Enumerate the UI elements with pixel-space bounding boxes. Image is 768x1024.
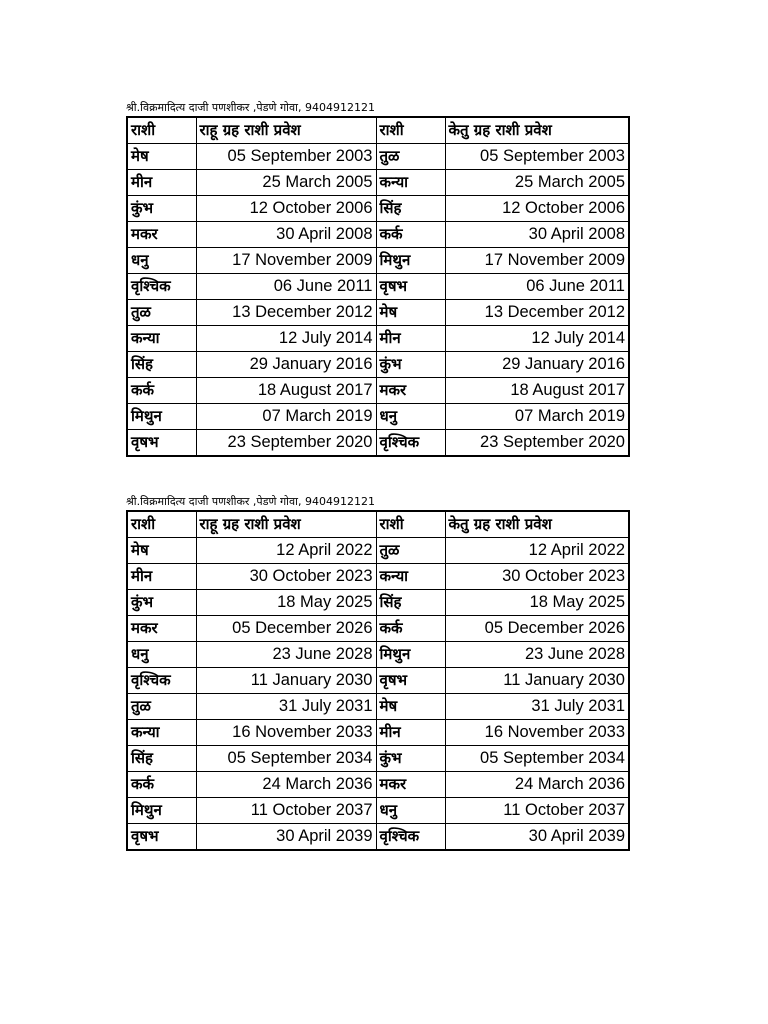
- ketu-date-cell: 30 April 2039: [445, 824, 629, 851]
- rahu-rashi-cell: कन्या: [127, 720, 196, 746]
- ketu-rashi-cell: धनु: [376, 798, 445, 824]
- rahu-rashi-cell: वृषभ: [127, 824, 196, 851]
- table-header-row: [127, 117, 629, 144]
- rahu-date-cell: 23 June 2028: [196, 642, 376, 668]
- ketu-rashi-cell: कर्क: [376, 222, 445, 248]
- ketu-rashi-cell: कन्या: [376, 170, 445, 196]
- table-row: [127, 378, 629, 404]
- rahu-ketu-table: [126, 510, 630, 851]
- table-row: [127, 300, 629, 326]
- rahu-date-cell: 18 August 2017: [196, 378, 376, 404]
- ketu-rashi-cell: कन्या: [376, 564, 445, 590]
- ketu-date-cell: 05 December 2026: [445, 616, 629, 642]
- ketu-date-cell: 25 March 2005: [445, 170, 629, 196]
- table-header-row: [127, 511, 629, 538]
- table-row: [127, 352, 629, 378]
- rahu-rashi-cell: धनु: [127, 642, 196, 668]
- rahu-date-cell: 13 December 2012: [196, 300, 376, 326]
- rahu-date-cell: 07 March 2019: [196, 404, 376, 430]
- table-row: [127, 538, 629, 564]
- ketu-rashi-cell: मेष: [376, 300, 445, 326]
- ketu-date-cell: 18 May 2025: [445, 590, 629, 616]
- table-block-2: [126, 494, 628, 851]
- table-row: [127, 590, 629, 616]
- rahu-date-cell: 30 April 2039: [196, 824, 376, 851]
- header-rashi: राशी: [376, 117, 445, 144]
- rahu-rashi-cell: वृश्चिक: [127, 274, 196, 300]
- table-row: [127, 430, 629, 457]
- rahu-rashi-cell: कन्या: [127, 326, 196, 352]
- ketu-rashi-cell: मीन: [376, 326, 445, 352]
- rahu-date-cell: 12 July 2014: [196, 326, 376, 352]
- header-rashi: राशी: [376, 511, 445, 538]
- ketu-date-cell: 12 July 2014: [445, 326, 629, 352]
- rahu-date-cell: 11 October 2037: [196, 798, 376, 824]
- rahu-rashi-cell: तुळ: [127, 694, 196, 720]
- rahu-rashi-cell: वृषभ: [127, 430, 196, 457]
- ketu-rashi-cell: वृषभ: [376, 274, 445, 300]
- rahu-date-cell: 29 January 2016: [196, 352, 376, 378]
- rahu-date-cell: 05 December 2026: [196, 616, 376, 642]
- table-row: [127, 404, 629, 430]
- rahu-rashi-cell: कुंभ: [127, 196, 196, 222]
- header-rashi: राशी: [127, 511, 196, 538]
- ketu-rashi-cell: वृश्चिक: [376, 824, 445, 851]
- ketu-rashi-cell: वृश्चिक: [376, 430, 445, 457]
- rahu-date-cell: 12 October 2006: [196, 196, 376, 222]
- ketu-rashi-cell: तुळ: [376, 144, 445, 170]
- rahu-rashi-cell: सिंह: [127, 352, 196, 378]
- table-row: [127, 694, 629, 720]
- ketu-date-cell: 23 September 2020: [445, 430, 629, 457]
- ketu-rashi-cell: मकर: [376, 378, 445, 404]
- rahu-rashi-cell: कर्क: [127, 772, 196, 798]
- table-row: [127, 274, 629, 300]
- table-row: [127, 824, 629, 851]
- header-rahu-entry: राहू ग्रह राशी प्रवेश: [196, 511, 376, 538]
- header-rahu-entry: राहू ग्रह राशी प्रवेश: [196, 117, 376, 144]
- table-row: [127, 564, 629, 590]
- ketu-date-cell: 30 October 2023: [445, 564, 629, 590]
- ketu-date-cell: 18 August 2017: [445, 378, 629, 404]
- rahu-rashi-cell: मकर: [127, 222, 196, 248]
- ketu-date-cell: 23 June 2028: [445, 642, 629, 668]
- ketu-date-cell: 16 November 2033: [445, 720, 629, 746]
- rahu-rashi-cell: मेष: [127, 538, 196, 564]
- rahu-date-cell: 23 September 2020: [196, 430, 376, 457]
- rahu-date-cell: 16 November 2033: [196, 720, 376, 746]
- rahu-date-cell: 12 April 2022: [196, 538, 376, 564]
- rahu-date-cell: 05 September 2003: [196, 144, 376, 170]
- rahu-date-cell: 25 March 2005: [196, 170, 376, 196]
- rahu-rashi-cell: मेष: [127, 144, 196, 170]
- ketu-date-cell: 13 December 2012: [445, 300, 629, 326]
- ketu-date-cell: 12 October 2006: [445, 196, 629, 222]
- ketu-date-cell: 29 January 2016: [445, 352, 629, 378]
- rahu-date-cell: 17 November 2009: [196, 248, 376, 274]
- rahu-rashi-cell: धनु: [127, 248, 196, 274]
- table-row: [127, 222, 629, 248]
- rahu-rashi-cell: कर्क: [127, 378, 196, 404]
- table-row: [127, 616, 629, 642]
- header-ketu-entry: केतु ग्रह राशी प्रवेश: [445, 511, 629, 538]
- rahu-date-cell: 30 April 2008: [196, 222, 376, 248]
- table-row: [127, 720, 629, 746]
- header-rashi: राशी: [127, 117, 196, 144]
- rahu-date-cell: 30 October 2023: [196, 564, 376, 590]
- ketu-rashi-cell: वृषभ: [376, 668, 445, 694]
- rahu-ketu-table: [126, 116, 630, 457]
- rahu-rashi-cell: मकर: [127, 616, 196, 642]
- ketu-rashi-cell: कुंभ: [376, 746, 445, 772]
- table-caption: श्री.विक्रमादित्य दाजी पणशीकर ,पेडणे गोवा, 9404912121: [126, 101, 375, 114]
- ketu-rashi-cell: तुळ: [376, 538, 445, 564]
- table-row: [127, 772, 629, 798]
- ketu-date-cell: 06 June 2011: [445, 274, 629, 300]
- ketu-rashi-cell: मिथुन: [376, 642, 445, 668]
- rahu-date-cell: 05 September 2034: [196, 746, 376, 772]
- table-row: [127, 642, 629, 668]
- table-row: [127, 248, 629, 274]
- ketu-date-cell: 05 September 2034: [445, 746, 629, 772]
- ketu-date-cell: 05 September 2003: [445, 144, 629, 170]
- ketu-rashi-cell: मकर: [376, 772, 445, 798]
- rahu-rashi-cell: मिथुन: [127, 798, 196, 824]
- ketu-date-cell: 11 October 2037: [445, 798, 629, 824]
- ketu-rashi-cell: कर्क: [376, 616, 445, 642]
- table-row: [127, 196, 629, 222]
- rahu-rashi-cell: मिथुन: [127, 404, 196, 430]
- rahu-date-cell: 24 March 2036: [196, 772, 376, 798]
- ketu-rashi-cell: कुंभ: [376, 352, 445, 378]
- ketu-rashi-cell: मीन: [376, 720, 445, 746]
- table-block-1: [126, 100, 628, 457]
- ketu-date-cell: 30 April 2008: [445, 222, 629, 248]
- ketu-rashi-cell: धनु: [376, 404, 445, 430]
- rahu-date-cell: 31 July 2031: [196, 694, 376, 720]
- table-caption: श्री.विक्रमादित्य दाजी पणशीकर ,पेडणे गोवा, 9404912121: [126, 495, 375, 508]
- rahu-rashi-cell: कुंभ: [127, 590, 196, 616]
- table-row: [127, 170, 629, 196]
- table-row: [127, 144, 629, 170]
- ketu-date-cell: 24 March 2036: [445, 772, 629, 798]
- ketu-date-cell: 07 March 2019: [445, 404, 629, 430]
- ketu-date-cell: 11 January 2030: [445, 668, 629, 694]
- rahu-rashi-cell: वृश्चिक: [127, 668, 196, 694]
- ketu-date-cell: 17 November 2009: [445, 248, 629, 274]
- ketu-rashi-cell: सिंह: [376, 196, 445, 222]
- ketu-rashi-cell: मिथुन: [376, 248, 445, 274]
- table-row: [127, 668, 629, 694]
- table-row: [127, 326, 629, 352]
- rahu-date-cell: 11 January 2030: [196, 668, 376, 694]
- ketu-date-cell: 12 April 2022: [445, 538, 629, 564]
- ketu-rashi-cell: मेष: [376, 694, 445, 720]
- header-ketu-entry: केतु ग्रह राशी प्रवेश: [445, 117, 629, 144]
- table-row: [127, 746, 629, 772]
- ketu-date-cell: 31 July 2031: [445, 694, 629, 720]
- rahu-rashi-cell: मीन: [127, 564, 196, 590]
- rahu-date-cell: 18 May 2025: [196, 590, 376, 616]
- rahu-rashi-cell: सिंह: [127, 746, 196, 772]
- table-row: [127, 798, 629, 824]
- ketu-rashi-cell: सिंह: [376, 590, 445, 616]
- rahu-rashi-cell: मीन: [127, 170, 196, 196]
- rahu-date-cell: 06 June 2011: [196, 274, 376, 300]
- rahu-rashi-cell: तुळ: [127, 300, 196, 326]
